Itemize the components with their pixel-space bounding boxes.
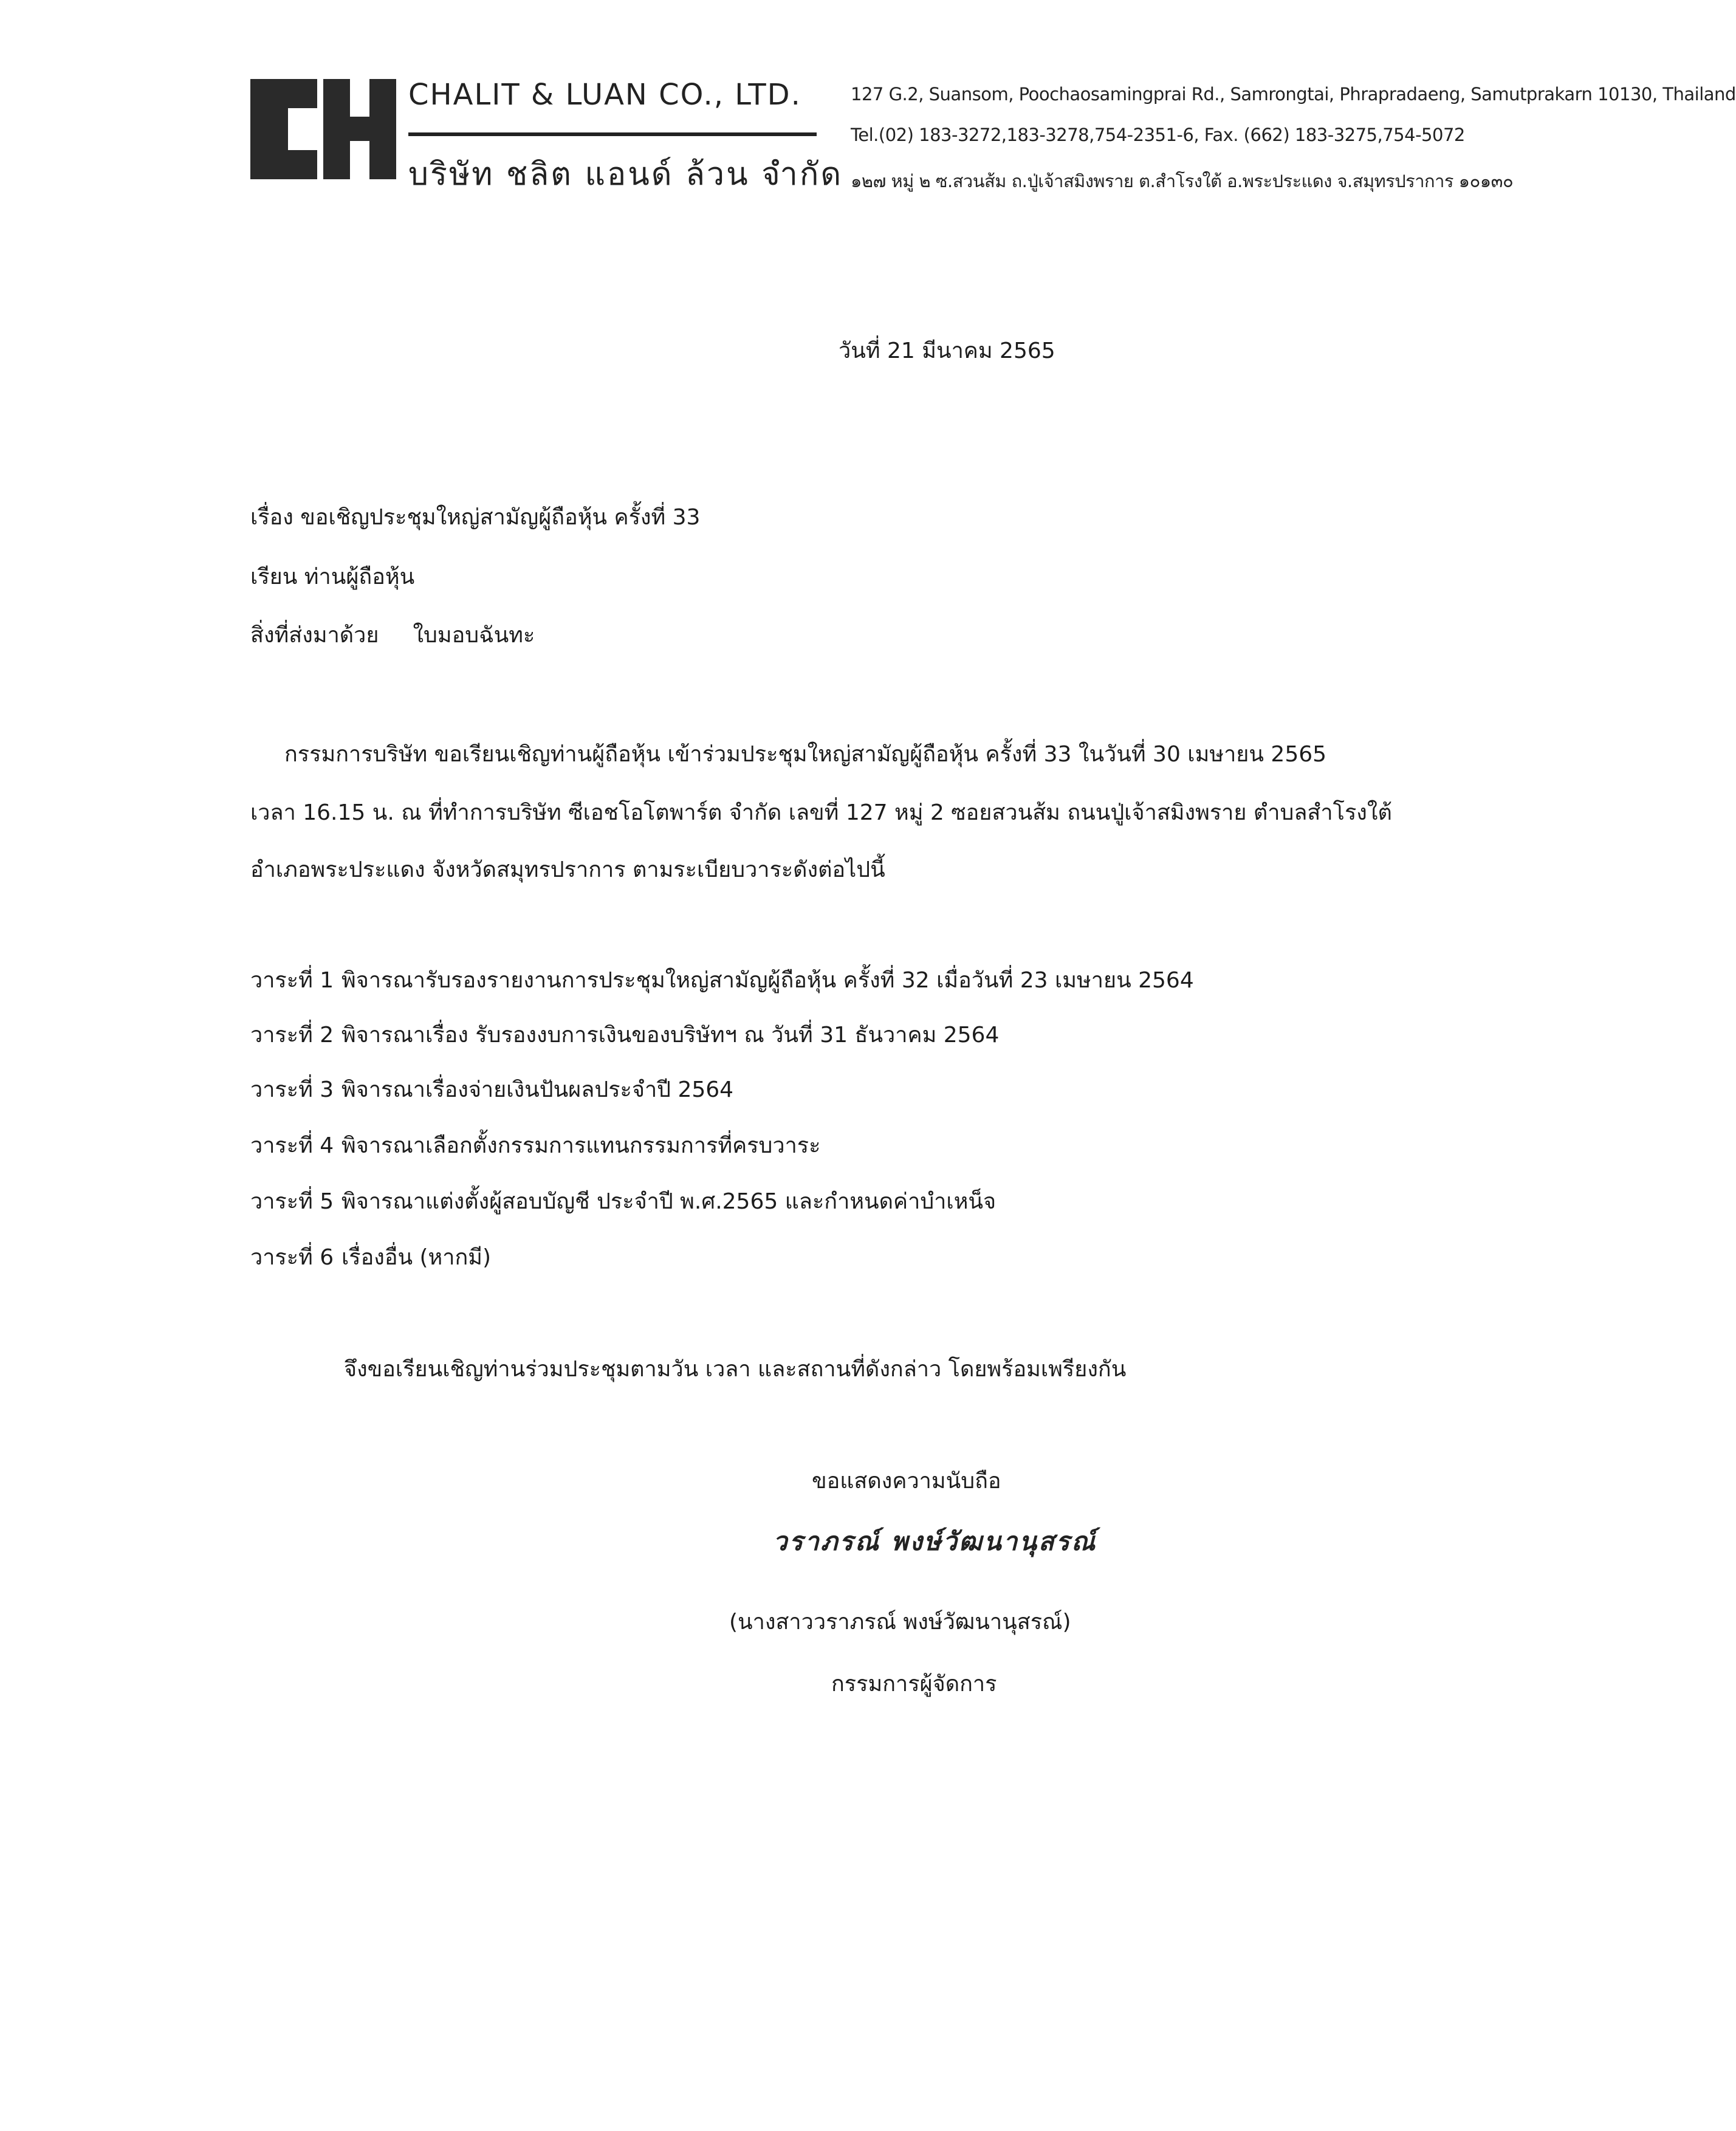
logo-h-gap: [350, 79, 369, 117]
company-name-th: บริษัท ชลิต แอนด์ ล้วน จำกัด: [408, 156, 843, 193]
company-name-en: CHALIT & LUAN CO., LTD.: [408, 78, 801, 112]
agenda-text: พิจารณาเรื่องจ่ายเงินปันผลประจำปี 2564: [341, 1077, 734, 1102]
agenda-item: [250, 1017, 999, 1052]
letter-date: วันที่ 21 มีนาคม 2565: [839, 338, 1055, 363]
agenda-text: เรื่องอื่น (หากมี): [341, 1245, 492, 1270]
closing-paragraph: จึงขอเรียนเชิญท่านร่วมประชุมตามวัน เวลา และสถานที่ดังกล่าว โดยพร้อมเพรียงกัน: [344, 1357, 1127, 1382]
agenda-number: วาระที่ 1: [250, 968, 334, 993]
agenda-number: วาระที่ 3: [250, 1077, 334, 1102]
enclosure-label: สิ่งที่ส่งมาด้วย: [250, 623, 379, 648]
agenda-number: วาระที่ 4: [250, 1133, 334, 1158]
signature: วราภรณ์ พงษ์วัฒนานุสรณ์: [773, 1526, 1097, 1556]
company-address-en: 127 G.2, Suansom, Poochaosamingprai Rd., Samrongtai, Phrapradaeng, Samutprakarn 10130, Thailand: [851, 84, 1736, 105]
letter-salutation: เรียน ท่านผู้ถือหุ้น: [250, 564, 415, 589]
letter-subject: เรื่อง ขอเชิญประชุมใหญ่สามัญผู้ถือหุ้น ครั้งที่ 33: [250, 505, 701, 530]
logo-c-shape: [250, 79, 317, 179]
company-contact: Tel.(02) 183-3272,183-3278,754-2351-6, Fax. (662) 183-3275,754-5072: [851, 125, 1465, 145]
agenda-item: [250, 1240, 491, 1274]
agenda-item: [250, 1072, 733, 1107]
agenda-number: วาระที่ 2: [250, 1023, 334, 1048]
signer-title: กรรมการผู้จัดการ: [831, 1672, 997, 1697]
header-divider: [408, 132, 817, 136]
agenda-item: [250, 1128, 820, 1162]
agenda-text: พิจารณาเรื่อง รับรองงบการเงินของบริษัทฯ ณ วันที่ 31 ธันวาคม 2564: [341, 1023, 1000, 1048]
body-paragraph-line-1: กรรมการบริษัท ขอเรียนเชิญท่านผู้ถือหุ้น เข้าร่วมประชุมใหญ่สามัญผู้ถือหุ้น ครั้งที่ 33 ในวันที่ 30 เมษายน 2565: [284, 742, 1327, 767]
agenda-item: [250, 963, 1194, 997]
agenda-number: วาระที่ 5: [250, 1189, 334, 1214]
company-logo: [250, 79, 396, 179]
agenda-text: พิจารณารับรองรายงานการประชุมใหญ่สามัญผู้ถือหุ้น ครั้งที่ 32 เมื่อวันที่ 23 เมษายน 2564: [341, 968, 1194, 993]
body-paragraph-line-2: เวลา 16.15 น. ณ ที่ทำการบริษัท ซีเอชโอโตพาร์ต จำกัด เลขที่ 127 หมู่ 2 ซอยสวนส้ม ถนนปู่เจ้าสมิงพราย ตำบลสำโรงใต้: [250, 800, 1392, 825]
agenda-item: [250, 1184, 996, 1218]
company-address-th: ๑๒๗ หมู่ ๒ ซ.สวนส้ม ถ.ปู่เจ้าสมิงพราย ต.สำโรงใต้ อ.พระประแดง จ.สมุทรปราการ ๑๐๑๓๐: [851, 171, 1514, 191]
body-paragraph-line-3: อำเภอพระประแดง จังหวัดสมุทรปราการ ตามระเบียบวาระดังต่อไปนี้: [250, 857, 885, 882]
ch-monogram-icon: [250, 79, 396, 179]
logo-h-crossbar: [323, 117, 396, 141]
agenda-text: พิจารณาเลือกตั้งกรรมการแทนกรรมการที่ครบวาระ: [341, 1133, 821, 1158]
enclosure-item: ใบมอบฉันทะ: [413, 623, 535, 648]
closing-regards: ขอแสดงความนับถือ: [812, 1469, 1001, 1494]
letter-enclosure: [250, 617, 535, 652]
agenda-text: พิจารณาแต่งตั้งผู้สอบบัญชี ประจำปี พ.ศ.2565 และกำหนดค่าบำเหน็จ: [341, 1189, 997, 1214]
agenda-number: วาระที่ 6: [250, 1245, 334, 1270]
signer-name: (นางสาววราภรณ์ พงษ์วัฒนานุสรณ์): [729, 1610, 1071, 1635]
